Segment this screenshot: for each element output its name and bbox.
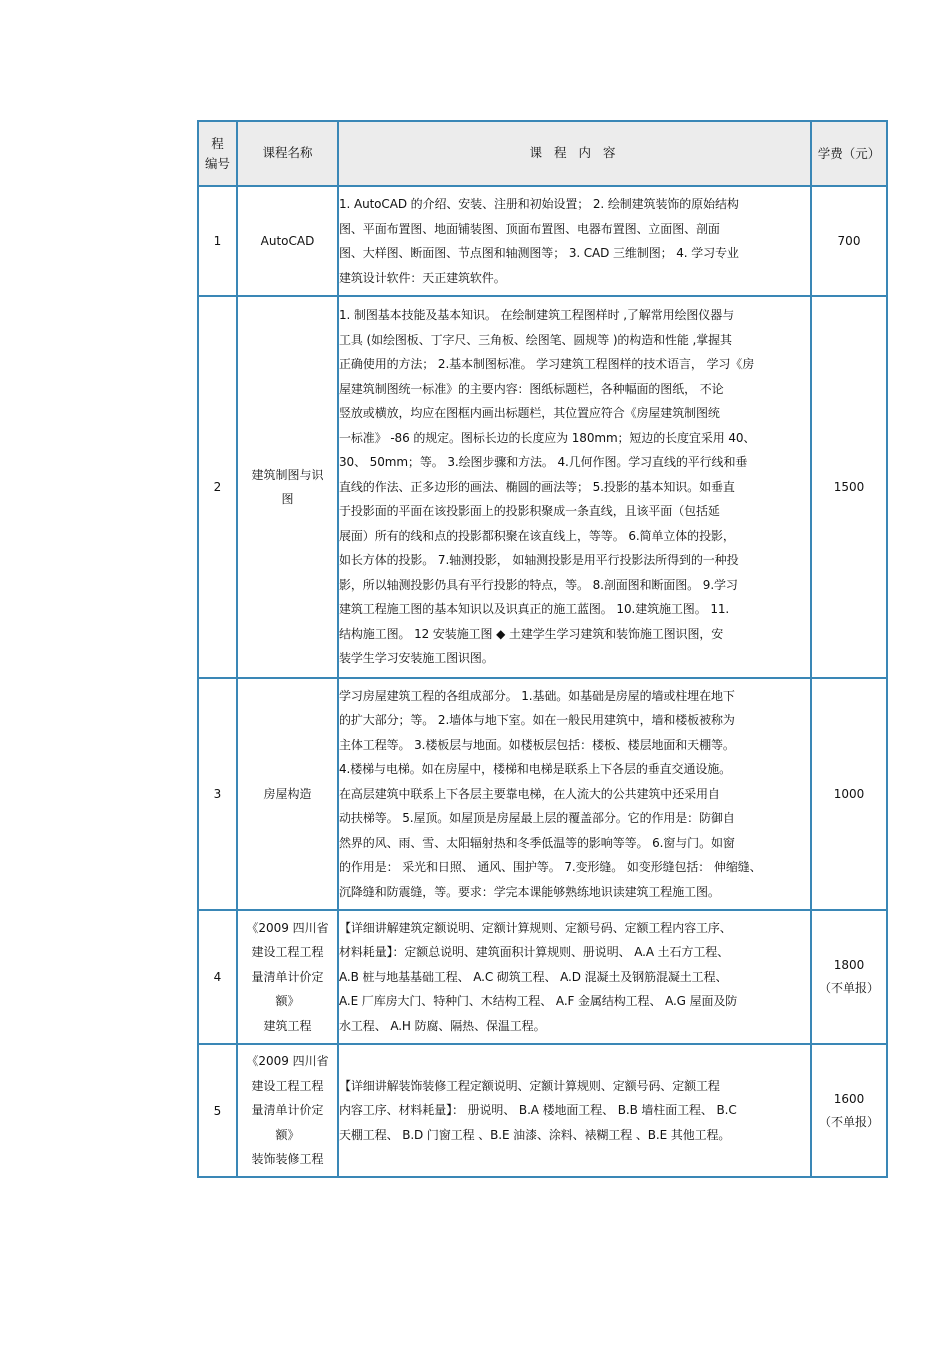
course-content-line: 装学生学习安装施工图识图。 (339, 651, 494, 666)
course-content-line: 图、平面布置图、地面铺装图、顶面布置图、电器布置图、立面图、剖面 (339, 221, 720, 236)
course-content-line: 天棚工程、 B.D 门窗工程 、B.E 油漆、涂料、裱糊工程 、B.E 其他工程。 (339, 1127, 731, 1142)
course-name-line: 额》 (275, 1127, 300, 1142)
course-name-line: 额》 (275, 994, 300, 1009)
course-fee-line: 1600 (833, 1091, 865, 1106)
row-number: 5 (198, 1044, 237, 1177)
header-fee: 学费（元） (811, 121, 887, 186)
course-name (237, 296, 338, 678)
course-content-line: 1. 制图基本技能及基本知识。 在绘制建筑工程图样时 ,了解常用绘图仪器与 (339, 308, 735, 323)
course-content-line: 【详细讲解建筑定额说明、定额计算规则、定额号码、定额工程内容工序、 (339, 920, 732, 935)
course-content-line: 一标准》 -86 的规定。图标长边的长度应为 180mm；短边的长度宜采用 40、 (339, 430, 756, 445)
header-number-line1: 程 (211, 135, 224, 151)
course-name-line: 量清单计价定 (251, 969, 324, 984)
course-content-line: A.E 厂库房大门、特种门、木结构工程、 A.F 金属结构工程、 A.G 屋面及防 (339, 994, 738, 1009)
header-number-line2: 编号 (204, 155, 230, 171)
course-name-line: 建筑工程 (263, 1018, 312, 1033)
course-name-line: 房屋构造 (263, 786, 312, 801)
course-content-line: 材料耗量】：定额总说明、建筑面积计算规则、册说明、 A.A 土石方工程、 (339, 945, 730, 960)
course-content-line: 30、 50mm；等。 3.绘图步骤和方法。 4.几何作图。学习直线的平行线和垂 (339, 455, 748, 470)
course-name-line: 量清单计价定 (251, 1103, 324, 1118)
course-content-line: 图、大样图、断面图、节点图和轴测图等； 3. CAD 三维制图； 4. 学习专业 (339, 246, 739, 260)
course-content-line: 正确使用的方法； 2.基本制图标准。 学习建筑工程图样的技术语言， 学习《房 (339, 357, 755, 372)
table-row (198, 678, 887, 910)
course-content-line: 4.楼梯与电梯。如在房屋中，楼梯和电梯是联系上下各层的垂直交通设施。 (339, 762, 732, 777)
row-number: 2 (198, 296, 237, 678)
course-content (338, 1044, 811, 1177)
course-content-line: 直线的作法、正多边形的画法、椭圆的画法等； 5.投影的基本知识。如垂直 (339, 479, 735, 494)
course-content-line: 如长方体的投影。 7.轴测投影， 如轴测投影是用平行投影法所得到的一种投 (339, 553, 739, 568)
course-fee-line: 1000 (833, 786, 865, 801)
course-content-line: 结构施工图。 12 安装施工图 ◆ 土建学生学习建筑和装饰施工图识图，安 (339, 626, 724, 641)
course-content-line: 动扶梯等。 5.屋顶。如屋顶是房屋最上层的覆盖部分。它的作用是：防御自 (339, 811, 735, 826)
course-content (338, 910, 811, 1044)
course-content-line: 工具 (如绘图板、丁字尺、三角板、绘图笔、圆规等 )的构造和性能 ,掌握其 (339, 332, 732, 347)
table-row (198, 1044, 887, 1177)
course-content-line: 1. AutoCAD 的介绍、安装、注册和初始设置； 2. 绘制建筑装饰的原始结构 (339, 197, 739, 211)
course-content-line: 的作用是： 采光和日照、 通风、围护等。 7.变形缝。 如变形缝包括： 伸缩缝、 (339, 860, 762, 875)
course-name-line: AutoCAD (260, 233, 315, 248)
course-fee-line: 700 (837, 233, 861, 248)
course-content-line: 学习房屋建筑工程的各组成部分。 1.基础。如基础是房屋的墙或柱埋在地下 (339, 688, 735, 703)
course-name-line: 建设工程工程 (251, 1078, 324, 1093)
course-content-line: A.B 桩与地基基础工程、 A.C 砌筑工程、 A.D 混凝土及钢筋混凝土工程、 (339, 969, 728, 984)
course-fee-line: （不单报） (818, 1114, 879, 1129)
course-table (197, 120, 888, 1178)
header-number (198, 121, 237, 186)
course-content-line: 水工程、 A.H 防腐、隔热、保温工程。 (339, 1018, 546, 1033)
course-content (338, 678, 811, 910)
course-content-line: 内容工序、材料耗量】： 册说明、 B.A 楼地面工程、 B.B 墙柱面工程、 B.C (339, 1103, 737, 1118)
row-number: 1 (198, 186, 237, 296)
header-course-name: 课程名称 (237, 121, 338, 186)
course-name-line: 《2009 四川省 (246, 1054, 329, 1069)
header-row (198, 121, 887, 186)
table-row (198, 186, 887, 296)
course-fee (811, 296, 887, 678)
course-content-line: 竖放或横放，均应在图框内画出标题栏，其位置应符合《房屋建筑制图统 (339, 406, 720, 421)
table-body (198, 186, 887, 1177)
course-content-line: 建筑工程施工图的基本知识以及识真正的施工蓝图。 10.建筑施工图。 11. (339, 602, 730, 617)
course-name (237, 678, 338, 910)
course-name (237, 910, 338, 1044)
course-fee-line: 1500 (833, 479, 865, 494)
course-content (338, 296, 811, 678)
course-content-line: 【详细讲解装饰装修工程定额说明、定额计算规则、定额号码、定额工程 (339, 1078, 720, 1093)
course-content (338, 186, 811, 296)
header-course-content: 课 程 内 容 (338, 121, 811, 186)
course-content-line: 屋建筑制图统一标准》的主要内容：图纸标题栏，各种幅面的图纸， 不论 (339, 381, 724, 396)
course-name-line: 《2009 四川省 (246, 920, 329, 935)
course-fee (811, 678, 887, 910)
course-content-line: 展面）所有的线和点的投影都积聚在该直线上，等等。 6.简单立体的投影， (339, 528, 735, 543)
course-name-line: 图 (281, 492, 294, 506)
course-fee (811, 186, 887, 296)
course-content-line: 在高层建筑中联系上下各层主要靠电梯，在人流大的公共建筑中还采用自 (339, 786, 720, 801)
row-number: 4 (198, 910, 237, 1044)
course-name-line: 建设工程工程 (251, 945, 324, 960)
course-content-line: 主体工程等。 3.楼板层与地面。如楼板层包括：楼板、楼层地面和天棚等。 (339, 737, 735, 752)
course-name (237, 186, 338, 296)
course-content-line: 然界的风、雨、雪、太阳辐射热和冬季低温等的影响等等。 6.窗与门。如窗 (339, 835, 735, 850)
course-name-line: 装饰装修工程 (251, 1152, 324, 1167)
table-row (198, 296, 887, 678)
course-fee (811, 1044, 887, 1177)
course-name-line: 建筑制图与识 (251, 467, 324, 482)
course-content-line: 影，所以轴测投影仍具有平行投影的特点，等。 8.剖面图和断面图。 9.学习 (339, 577, 738, 592)
course-content-line: 沉降缝和防震缝，等。要求：学完本课能够熟练地识读建筑工程施工图。 (339, 884, 720, 899)
course-content-line: 于投影面的平面在该投影面上的投影积聚成一条直线，且该平面（包括延 (339, 504, 720, 519)
row-number: 3 (198, 678, 237, 910)
course-name (237, 1044, 338, 1177)
course-fee (811, 910, 887, 1044)
course-fee-line: 1800 (833, 958, 865, 972)
course-fee-line: （不单报） (818, 981, 879, 995)
table-row (198, 910, 887, 1044)
course-content-line: 的扩大部分；等。 2.墙体与地下室。如在一般民用建筑中，墙和楼板被称为 (339, 713, 735, 728)
course-content-line: 建筑设计软件：天正建筑软件。 (339, 270, 506, 285)
